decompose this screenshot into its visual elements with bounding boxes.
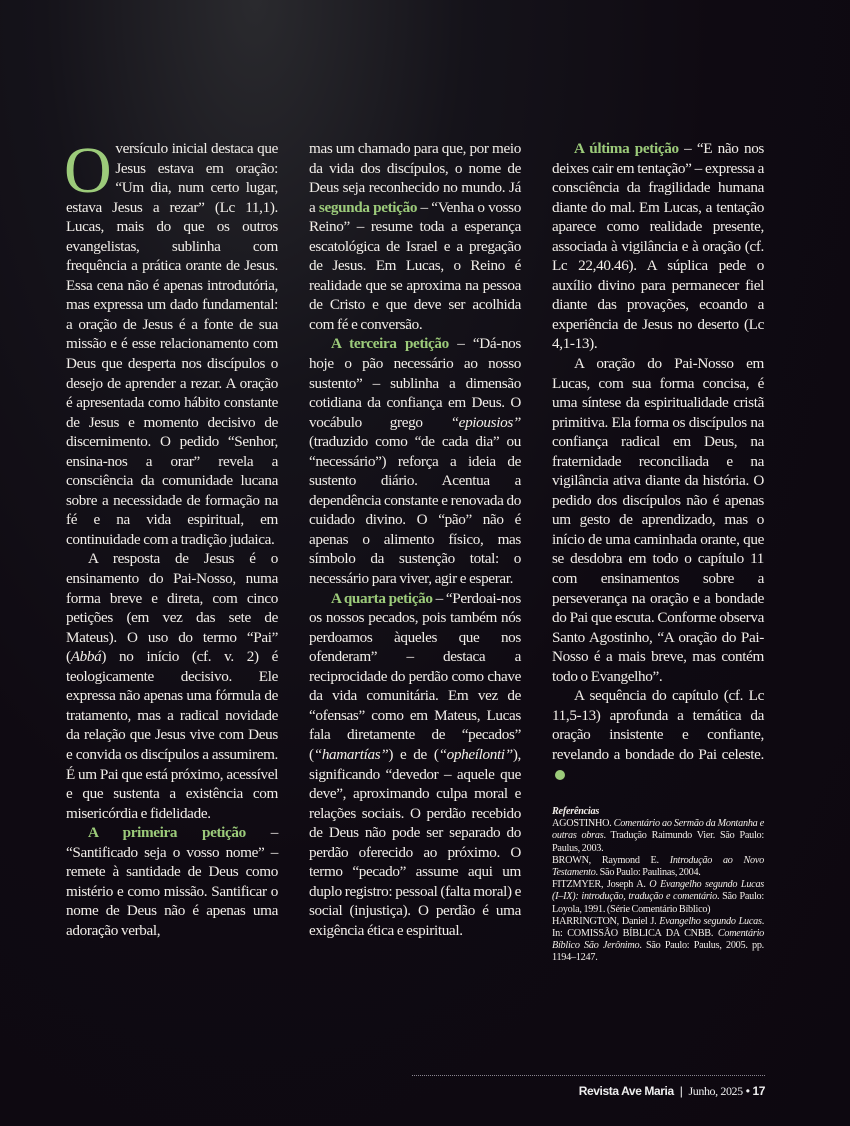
ref-author: BROWN, Raymond E. xyxy=(552,854,670,866)
paragraph xyxy=(552,686,764,784)
references-title: Referências xyxy=(552,806,600,818)
italic-term: “epiousios” xyxy=(450,413,521,431)
ref-author: HARRINGTON, Daniel J. xyxy=(552,915,660,927)
page-footer xyxy=(579,1084,765,1099)
paragraph-text: (traduzido como “de cada dia” ou “necessário”) reforça a ideia de sustento diário. Acentua a dependência constante e renovada do cuidado divino. O “pão” não é apenas o alimento físico, mas símbolo da sustenção total: o necessário para viver, agir e esperar. xyxy=(309,433,521,588)
paragraph xyxy=(552,354,764,686)
paragraph xyxy=(66,549,278,823)
ref-details: . São Paulo: Paulus, 2005. pp. 1194–1247. xyxy=(552,940,764,964)
paragraph xyxy=(309,334,521,588)
paragraph xyxy=(66,823,278,940)
paragraph xyxy=(309,139,521,334)
footer-divider xyxy=(412,1075,765,1076)
paragraph-text: A resposta de Jesus é o ensinamento do Pai-Nosso, numa forma breve e direta, com cinco petições (em vez das sete de Mateus). O uso do termo “Pai” ( xyxy=(66,550,278,666)
petition-heading: A última petição xyxy=(574,140,679,157)
paragraph-text: ) no início (cf. v. 2) é teologicamente decisivo. Ele expressa não apenas uma fórmula de tratamento, mas a radical novidade da relação que Jesus vive com Deus e convida os discípulos a assumirem. É um Pai que está próximo, acessível e que sustenta a existência com misericórdia e fidelidade. xyxy=(66,648,278,822)
petition-heading: A terceira petição xyxy=(331,335,449,353)
paragraph-text: versículo inicial destaca que Jesus estava em oração: “Um dia, num certo lugar, estava Jesus a rezar” (Lc 11,1). Lucas, mais do que os outros evangelistas, sublinha com frequência a prática orante de Jesus. Essa cena não é apenas introdutória, mas expressa um dado fundamental: a oração de Jesus é a fonte de sua missão e é esse relacionamento com Deus que desperta nos discípulos o desejo de aprender a rezar. A oração é apresentada como hábito constante de Jesus e momento decisivo de discernimento. O pedido “Senhor, ensina-nos a orar” revela a consciência da comunidade lucana sobre a necessidade de formação na fé e na vida espiritual, em continuidade com a tradição judaica. xyxy=(66,140,278,548)
italic-term: “opheílonti” xyxy=(438,745,513,763)
paragraph-text: – “Dá-nos hoje o pão necessário ao nosso sustento” – sublinha a dimensão cotidiana da confiança em Deus. O vocábulo grego xyxy=(309,335,521,431)
ref-details: . In: COMISSÃO BÍBLICA DA CNBB. xyxy=(552,915,764,940)
page-number: 17 xyxy=(752,1084,765,1098)
paragraph-text: A oração do Pai-Nosso em Lucas, com sua forma concisa, é uma síntese da espiritualidade cristã primitiva. Ela forma os discípulos na confiança radical em Deus, na fraternidade reconciliada e na vigilância ativa diante da história. O pedido dos discípulos não é apenas um gesto de aprendizado, mas o início de uma caminhada orante, que se desdobra em todo o capítulo 11 com ensinamentos sobre a perseverança na oração e a bondade do Pai que escuta. Conforme observa Santo Agostinho, “A oração do Pai-Nosso é a mais breve, mas contém todo o Evangelho”. xyxy=(552,355,764,685)
paragraph-text: – “Santificado seja o vosso nome” – remete à santidade de Deus como mistério e como missão. Santificar o nome de Deus não é apenas uma adoração verbal, xyxy=(66,824,278,939)
column-3 xyxy=(552,139,764,965)
paragraph-text: – “E não nos deixes cair em tentação” – expressa a consciência da fragilidade humana diante do mal. Em Lucas, a tentação aparece como realidade presente, associada à vigilância e à oração (cf. Lc 22,40.46). A súplica pede o auxílio divino para permanecer fiel diante das provações, ecoando a experiência de Jesus no deserto (Lc 4,1-13). xyxy=(552,140,764,353)
paragraph xyxy=(552,139,764,354)
footer-bullet: • xyxy=(745,1084,750,1098)
footer-separator: | xyxy=(679,1084,683,1098)
paragraph-text: A sequência do capítulo (cf. Lc 11,5-13) aprofunda a temática da oração insistente e confiante, revelando a bondade do Pai celeste. xyxy=(552,687,764,763)
references xyxy=(552,806,764,965)
paragraph-text: ), significando “devedor – aquele que deve”, aproximando culpa moral e relações sociais. O perdão recebido de Deus não pode ser separado do perdão oferecido ao próximo. O termo “pecado” assume aqui um duplo registro: pessoal (falta moral) e social (injustiça). O perdão é uma exigência ética e espiritual. xyxy=(309,745,522,939)
petition-heading: segunda petição xyxy=(318,198,418,216)
reference-item xyxy=(552,916,764,965)
italic-term: “hamartías” xyxy=(313,745,389,763)
ref-title: Comentário Bíblico São Jerônimo xyxy=(552,928,764,952)
paragraph-text: – “Venha o vosso Reino” – resume toda a esperança escatológica de Israel e a pregação de Jesus. Em Lucas, o Reino é realidade que se aproxima na pessoa de Cristo e que deve ser acolhida com fé e conversão. xyxy=(309,198,521,333)
paragraph xyxy=(309,589,521,941)
ref-author: FITZMYER, Joseph A. xyxy=(552,879,650,891)
issue-date: Junho, 2025 xyxy=(688,1084,743,1098)
column-2 xyxy=(309,139,521,940)
ref-title: Evangelho segundo Lucas xyxy=(659,915,762,927)
ref-details: . São Paulo: Paulinas, 2004. xyxy=(595,867,701,879)
petition-heading: A quarta petição xyxy=(331,589,433,607)
reference-item xyxy=(552,818,764,855)
reference-item xyxy=(552,879,764,916)
petition-heading: A primeira petição xyxy=(88,824,246,842)
end-mark-icon xyxy=(555,770,565,780)
italic-term: Abbá xyxy=(70,648,102,666)
ref-title: Comentário ao Sermão da Montanha e outras obras xyxy=(552,818,764,842)
paragraph-text: ) e de ( xyxy=(388,745,439,763)
reference-item xyxy=(552,855,764,879)
ref-title: Introdução ao Novo Testamento xyxy=(552,854,764,879)
column-1 xyxy=(64,134,278,940)
ref-title: O Evangelho segundo Lucas (I–IX): introdução, tradução e comentário xyxy=(552,879,764,903)
ref-details: . Tradução Raimundo Vier. São Paulo: Paulus, 2003. xyxy=(552,830,764,854)
ref-details: . São Paulo: Loyola, 1991. (Série Comentário Bíblico) xyxy=(552,891,764,915)
magazine-name: Revista Ave Maria xyxy=(578,1084,674,1098)
paragraph-text: mas um chamado para que, por meio da vida dos discípulos, o nome de Deus seja reconhecido no mundo. Já a xyxy=(309,140,521,216)
paragraph-text: – “Perdoai-nos os nossos pecados, pois também nós perdoamos àqueles que nos ofenderam” – destaca a reciprocidade do perdão como chave da vida comunitária. Em vez de “ofensas” como em Mateus, Lucas fala diretamente de “pecados” ( xyxy=(309,589,521,763)
ref-author: AGOSTINHO. xyxy=(552,818,614,830)
drop-cap: O xyxy=(64,134,112,207)
intro-paragraph xyxy=(64,134,278,549)
